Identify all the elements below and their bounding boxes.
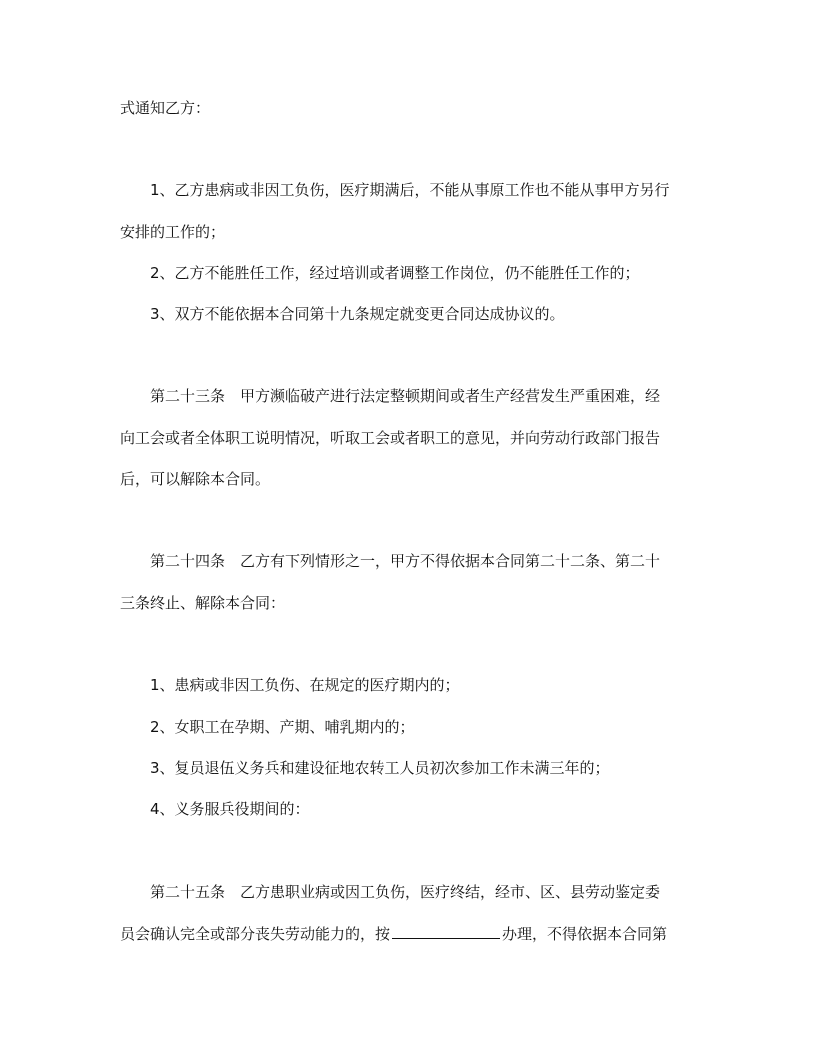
paragraph-line: 4、义务服兵役期间的： xyxy=(150,800,310,818)
line-text-after-blank: 办理，不得依据本合同第 xyxy=(502,925,668,943)
paragraph-line: 1、患病或非因工负伤、在规定的医疗期内的； xyxy=(150,676,460,694)
paragraph-line: 1、乙方患病或非因工负伤，医疗期满后，不能从事原工作也不能从事甲方另行 xyxy=(150,181,670,199)
fill-in-blank xyxy=(392,923,500,939)
paragraph-line: 第二十四条 乙方有下列情形之一，甲方不得依据本合同第二十二条、第二十 xyxy=(150,552,661,570)
line-text-before-blank: 员会确认完全或部分丧失劳动能力的，按 xyxy=(120,925,391,943)
paragraph-line: 3、复员退伍义务兵和建设征地农转工人员初次参加工作未满三年的； xyxy=(150,759,610,777)
paragraph-line: 第二十三条 甲方濒临破产进行法定整顿期间或者生产经营发生严重困难，经 xyxy=(150,387,661,405)
paragraph-line: 安排的工作的； xyxy=(120,223,226,241)
paragraph-line: 三条终止、解除本合同： xyxy=(120,594,286,612)
paragraph-line-with-blank xyxy=(120,923,667,944)
paragraph-line: 3、双方不能依据本合同第十九条规定就变更合同达成协议的。 xyxy=(150,305,565,323)
paragraph-line: 后，可以解除本合同。 xyxy=(120,470,271,488)
paragraph-line: 2、乙方不能胜任工作，经过培训或者调整工作岗位，仍不能胜任工作的； xyxy=(150,264,640,282)
paragraph-line: 向工会或者全体职工说明情况，听取工会或者职工的意见，并向劳动行政部门报告 xyxy=(120,429,661,447)
paragraph-line: 式通知乙方： xyxy=(120,99,211,117)
paragraph-line: 第二十五条 乙方患职业病或因工负伤，医疗终结，经市、区、县劳动鉴定委 xyxy=(150,883,661,901)
paragraph-line: 2、女职工在孕期、产期、哺乳期内的； xyxy=(150,718,415,736)
